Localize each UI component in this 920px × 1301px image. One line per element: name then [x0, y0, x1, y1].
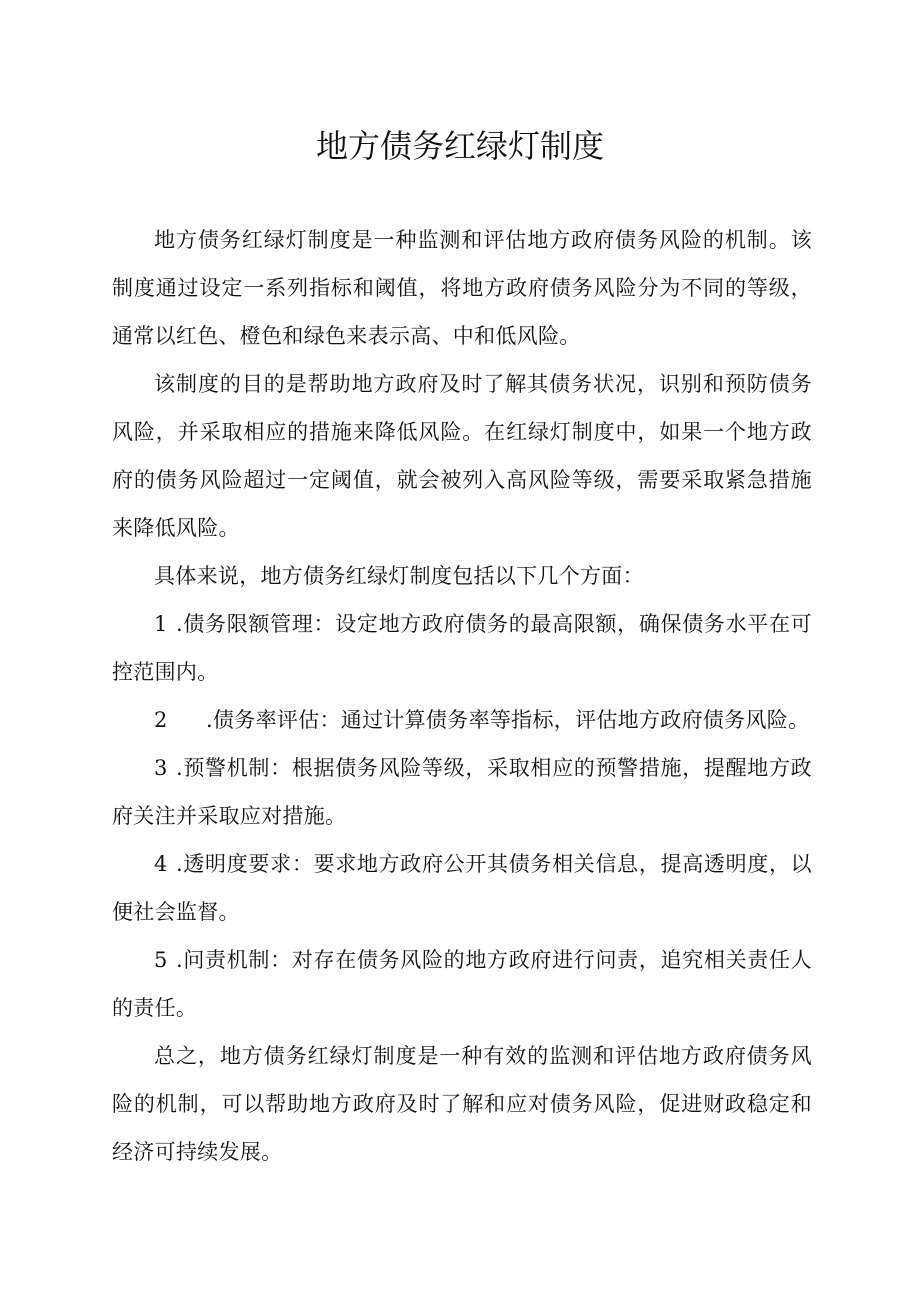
- document-title: 地方债务红绿灯制度: [315, 127, 604, 165]
- list-item-number: 4: [154, 852, 168, 876]
- paragraph-lead-in: 具体来说，地方债务红绿灯制度包括以下几个方面：: [154, 564, 644, 588]
- document-body: [112, 216, 812, 1176]
- list-item-1: [112, 600, 812, 696]
- list-item-text: .债务限额管理：设定地方政府债务的最高限额，确保债务水平在可控范围内。: [112, 612, 812, 684]
- list-item-text: .问责机制：对存在债务风险的地方政府进行问责，追究相关责任人的责任。: [112, 948, 812, 1020]
- paragraph-intro: 地方债务红绿灯制度是一种监测和评估地方政府债务风险的机制。该制度通过设定一系列指标和阈值，将地方政府债务风险分为不同的等级，通常以红色、橙色和绿色来表示高、中和低风险。: [112, 228, 812, 348]
- list-item-5: [112, 936, 812, 1032]
- list-item-number: 1: [154, 612, 168, 636]
- list-item-4: [112, 840, 812, 936]
- list-item-3: [112, 744, 812, 840]
- paragraph-conclusion: 总之，地方债务红绿灯制度是一种有效的监测和评估地方政府债务风险的机制，可以帮助地方政府及时了解和应对债务风险，促进财政稳定和经济可持续发展。: [112, 1044, 812, 1164]
- paragraph-purpose: 该制度的目的是帮助地方政府及时了解其债务状况，识别和预防债务风险，并采取相应的措施来降低风险。在红绿灯制度中，如果一个地方政府的债务风险超过一定阈值，就会被列入高风险等级，需要采取紧急措施来降低风险。: [112, 372, 812, 540]
- list-item-text: .债务率评估：通过计算债务率等指标，评估地方政府债务风险。: [206, 708, 810, 732]
- list-item-text: .预警机制：根据债务风险等级，采取相应的预警措施，提醒地方政府关注并采取应对措施。: [112, 756, 812, 828]
- list-item-number: 3: [154, 756, 168, 780]
- list-item-number: 2: [154, 708, 168, 732]
- list-item-text: .透明度要求：要求地方政府公开其债务相关信息，提高透明度，以便社会监督。: [112, 852, 812, 924]
- list-item-number: 5: [154, 948, 168, 972]
- list-item-2: [112, 696, 812, 744]
